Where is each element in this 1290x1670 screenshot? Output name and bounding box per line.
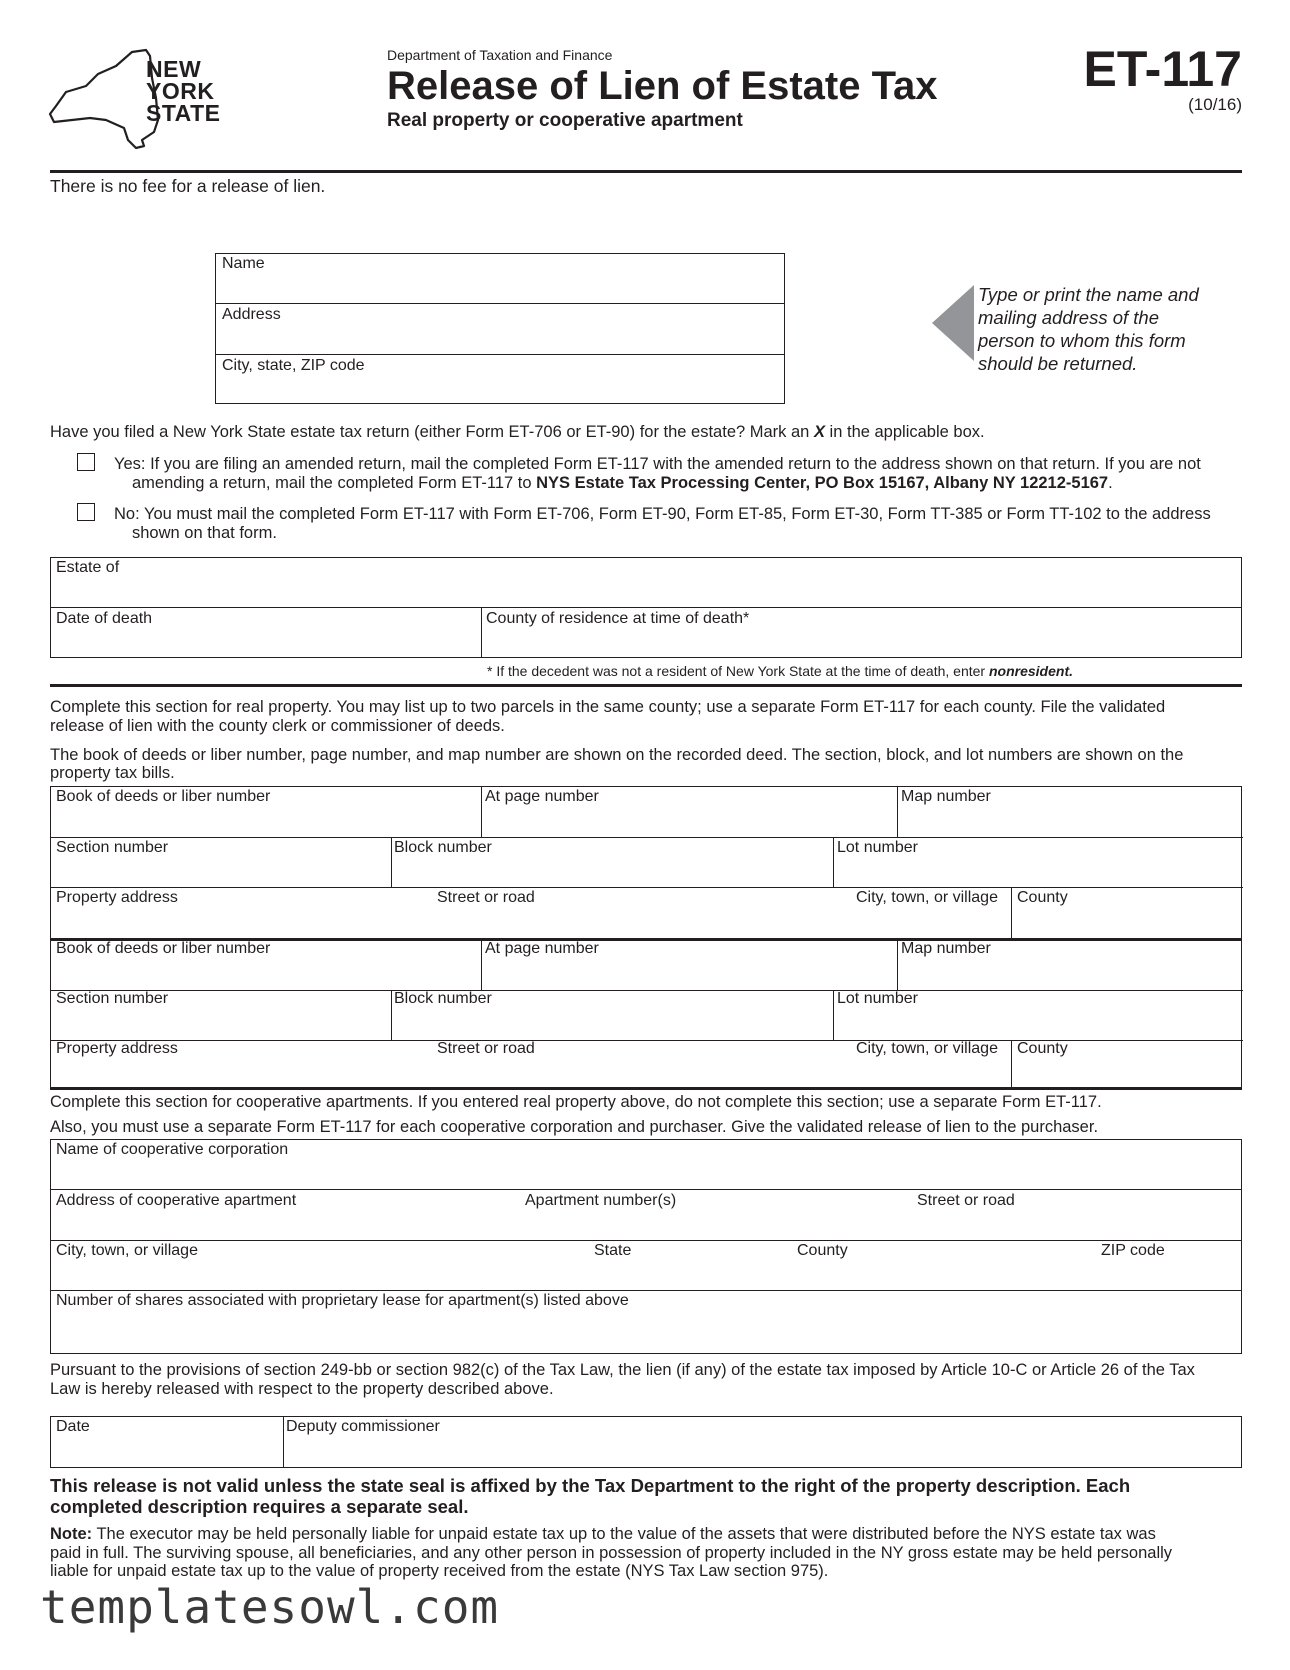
deputy-commissioner-field[interactable] (283, 1416, 1241, 1468)
lot-label: Lot number (837, 990, 918, 1007)
county-of-residence-label: County of residence at time of death* (486, 610, 750, 627)
release-statement (50, 1361, 1245, 1399)
page-subtitle: Real property or cooperative apartment (387, 110, 743, 131)
map-label: Map number (901, 940, 991, 957)
department-name: Department of Taxation and Finance (387, 47, 613, 63)
coop-instruction-1: Complete this section for cooperative apartments. If you entered real property above, do not complete this section; use a separate Form ET-117. (50, 1093, 1102, 1111)
parcel-1-page-field[interactable] (482, 786, 898, 838)
filed-return-question (50, 423, 985, 442)
book-label: Book of deeds or liber number (56, 940, 271, 957)
book-label: Book of deeds or liber number (56, 788, 271, 805)
parcel-2-section-field[interactable] (50, 990, 392, 1041)
date-field[interactable] (50, 1416, 284, 1468)
nys-logo (46, 48, 256, 158)
city-state-zip-field[interactable] (215, 355, 785, 403)
question-text: Have you filed a New York State estate tax return (either Form ET-706 or ET-90) for the estate? Mark an (50, 423, 814, 441)
note-text-1: The executor may be held personally liable for unpaid estate tax up to the value of the assets that were distributed before the NYS estate tax was (92, 1525, 1156, 1543)
question-x-mark: X (813, 423, 825, 441)
parcel-2 (50, 940, 1242, 1090)
watermark: templatesowl.com (40, 1580, 500, 1634)
release-text-1: Pursuant to the provisions of section 249-bb or section 982(c) of the Tax Law, the lien (if any) of the estate tax imposed by Article 10-C or Article 26 of the Tax (50, 1361, 1195, 1379)
real-property-instr-1: Complete this section for real property. You may list up to two parcels in the same county; use a separate Form ET-117 for each county. File the validated (50, 698, 1166, 716)
parcel-2-lot-field[interactable] (833, 990, 1243, 1041)
no-option-text: No: You must mail the completed Form ET-117 with Form ET-706, Form ET-90, Form ET-85, Form ET-30, Form TT-385 or Form TT-102 to the address (114, 505, 1211, 523)
parcel-1-lot-field[interactable] (833, 837, 1243, 888)
logo-wordmark: NEW YORK STATE (146, 56, 221, 126)
coop-city-field[interactable] (50, 1240, 1242, 1291)
parcel-2-address-field[interactable] (50, 1040, 1012, 1088)
address-label: Address (222, 306, 281, 323)
parcel-1-section-field[interactable] (50, 837, 392, 888)
pointer-arrow-icon (932, 285, 974, 361)
street-label: Street or road (437, 1040, 535, 1057)
form-revision: (10/16) (1188, 95, 1242, 114)
coop-city-label: City, town, or village (56, 1242, 198, 1259)
parcel-bottom-rule (50, 1087, 1242, 1090)
county-label: County (1017, 1040, 1068, 1057)
date-of-death-field[interactable] (50, 608, 482, 657)
validity-warning (50, 1475, 1245, 1517)
parcel-1-map-field[interactable] (897, 786, 1243, 838)
city-label: City, town, or village (856, 889, 998, 906)
parcel-1-block-field[interactable] (391, 837, 834, 888)
deed-instructions (50, 746, 1245, 782)
note-text-2: paid in full. The surviving spouse, all beneficiaries, and any other person in possession of property included in the NY gross estate may be held personally (50, 1543, 1173, 1562)
block-label: Block number (394, 839, 492, 856)
parcel-2-book-field[interactable] (50, 940, 482, 991)
yes-option-end: . (1108, 474, 1113, 492)
nonresident-footnote (487, 663, 1073, 679)
page-title: Release of Lien of Estate Tax (387, 64, 938, 108)
county-label: County (1017, 889, 1068, 906)
fee-note: There is no fee for a release of lien. (50, 176, 326, 196)
real-property-instructions (50, 698, 1245, 736)
parcel-1 (50, 786, 1242, 939)
coop-shares-field[interactable] (50, 1290, 1242, 1353)
validity-text-1: This release is not valid unless the state seal is affixed by the Tax Department to the right of the property description. Each (50, 1475, 1131, 1496)
return-address-hint: Type or print the name and mailing address of the person to whom this form should be returned. (978, 284, 1199, 374)
validity-text-2: completed description requires a separate seal. (50, 1496, 469, 1517)
city-state-zip-label: City, state, ZIP code (222, 357, 365, 374)
address-field[interactable] (215, 304, 785, 355)
footnote-nonresident: nonresident. (988, 663, 1073, 679)
parcel-2-county-field[interactable] (1011, 1040, 1243, 1088)
release-text-2: Law is hereby released with respect to the property described above. (50, 1380, 554, 1398)
parcel-2-block-field[interactable] (391, 990, 834, 1041)
coop-shares-label: Number of shares associated with proprietary lease for apartment(s) listed above (56, 1292, 629, 1309)
yes-option-text: Yes: If you are filing an amended return, mail the completed Form ET-117 with the amended return to the address shown on that return. If you are not (114, 455, 1201, 473)
no-option (114, 505, 1244, 543)
note-text-3: liable for unpaid estate tax up to the value of property received from the estate (NYS Tax Law section 975). (50, 1562, 829, 1580)
footnote-text: * If the decedent was not a resident of New York State at the time of death, enter (487, 663, 989, 679)
coop-address-label: Address of cooperative apartment (56, 1192, 297, 1209)
street-label: Street or road (437, 889, 535, 906)
coop-county-label: County (797, 1242, 848, 1259)
no-checkbox[interactable] (77, 503, 95, 521)
parcel-1-address-field[interactable] (50, 887, 1012, 938)
page-label: At page number (485, 788, 599, 805)
return-address-box (215, 253, 785, 404)
property-address-label: Property address (56, 1040, 178, 1057)
property-address-label: Property address (56, 889, 178, 906)
city-label: City, town, or village (856, 1040, 998, 1057)
estate-box (50, 557, 1242, 658)
coop-zip-label: ZIP code (1101, 1242, 1165, 1259)
parcel-1-book-field[interactable] (50, 786, 482, 838)
apt-number-label: Apartment number(s) (525, 1192, 677, 1209)
question-text-end: in the applicable box. (824, 423, 985, 441)
real-property-instr-1b: release of lien with the county clerk or commissioner of deeds. (50, 717, 505, 735)
coop-street-label: Street or road (917, 1192, 1015, 1209)
section-label: Section number (56, 990, 169, 1007)
name-field[interactable] (215, 253, 785, 304)
page-label: At page number (485, 940, 599, 957)
yes-option (114, 455, 1244, 493)
parcel-2-map-field[interactable] (897, 940, 1243, 991)
map-label: Map number (901, 788, 991, 805)
county-of-residence-field[interactable] (482, 608, 1241, 657)
lot-label: Lot number (837, 839, 918, 856)
coop-state-label: State (594, 1242, 632, 1259)
form-number: ET-117 (1083, 41, 1242, 97)
coop-address-field[interactable] (50, 1190, 1242, 1241)
parcel-2-page-field[interactable] (482, 940, 898, 991)
no-option-text-2: shown on that form. (132, 524, 277, 542)
date-label: Date (56, 1418, 90, 1435)
deed-instr-1: The book of deeds or liber number, page number, and map number are shown on the recorded deed. The section, block, and lot numbers are shown on the (50, 746, 1184, 764)
note-label: Note: (50, 1525, 93, 1543)
coop-corp-name-field[interactable] (50, 1139, 1242, 1190)
yes-option-text-2: amending a return, mail the completed Form ET-117 to (132, 474, 537, 492)
block-label: Block number (394, 990, 492, 1007)
coop-instruction-2: Also, you must use a separate Form ET-117 for each cooperative corporation and purchaser. Give the validated release of lien to the purchaser. (50, 1118, 1099, 1136)
signature-box (50, 1416, 1242, 1468)
coop-box (50, 1139, 1242, 1354)
date-of-death-label: Date of death (56, 610, 153, 627)
name-label: Name (222, 255, 265, 272)
header-divider (50, 170, 1242, 173)
yes-checkbox[interactable] (77, 453, 95, 471)
estate-of-label: Estate of (56, 559, 120, 576)
parcel-1-county-field[interactable] (1011, 887, 1243, 938)
estate-divider (50, 684, 1242, 687)
processing-center-address: NYS Estate Tax Processing Center, PO Box 15167, Albany NY 12212-5167 (536, 474, 1109, 492)
section-label: Section number (56, 839, 169, 856)
coop-corp-name-label: Name of cooperative corporation (56, 1141, 289, 1158)
executor-note (50, 1525, 1245, 1581)
deed-instr-2: property tax bills. (50, 764, 175, 782)
estate-of-field[interactable] (50, 557, 1242, 608)
deputy-commissioner-label: Deputy commissioner (286, 1418, 440, 1435)
